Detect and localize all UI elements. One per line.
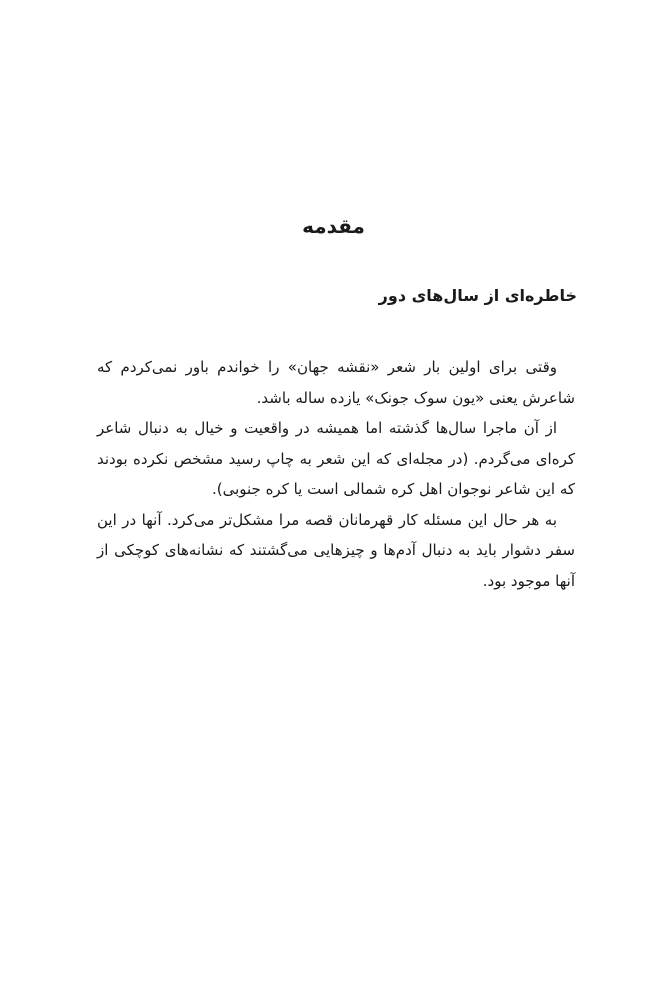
section-title: خاطره‌ای از سال‌های دور	[378, 286, 577, 305]
paragraph: وقتی برای اولین بار شعر «نقشه جهان» را خواندم باور نمی‌کردم که شاعرش یعنی «یون سوک جونک» یازده ساله باشد.	[97, 358, 575, 407]
paragraph: از آن ماجرا سال‌ها گذشته اما همیشه در واقعیت و خیال به دنبال شاعر کره‌ای می‌گردم. (در مجله‌ای که این شعر به چاپ رسید مشخص نکرده بودند که این شاعر نوجوان اهل کره شمالی است یا کره جنوبی).	[97, 419, 575, 498]
paragraph: به هر حال این مسئله کار قهرمانان قصه مرا مشکل‌تر می‌کرد. آنها در این سفر دشوار باید به دنبال آدم‌ها و چیزهایی می‌گشتند که نشانه‌های کوچکی از آنها موجود بود.	[97, 510, 575, 590]
chapter-title: مقدمه	[302, 214, 365, 238]
body-text	[97, 352, 575, 596]
